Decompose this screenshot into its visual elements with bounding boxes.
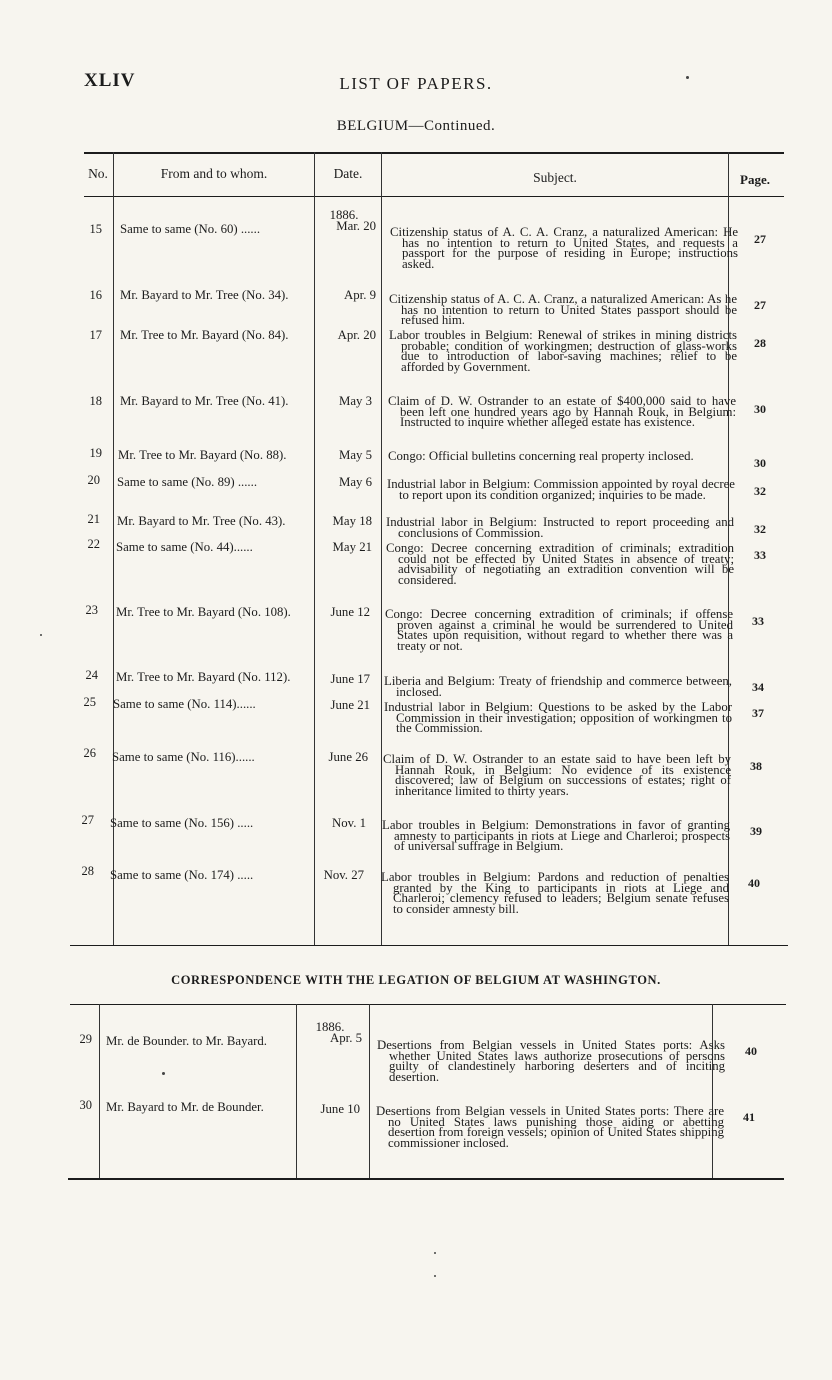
row-from: Mr. Tree to Mr. Bayard (No. 84).: [120, 328, 289, 342]
row-from: Mr. de Bounder. to Mr. Bayard.: [106, 1034, 268, 1048]
row-subject: Citizenship status of A. C. A. Cranz, a naturalized American: He has no intention to return to United States, and requests a passport for the purpose of residing in Europe; instructions asked.: [390, 225, 738, 271]
section-subtitle: BELGIUM—Continued.: [336, 118, 496, 134]
row-number: 23: [85, 603, 98, 617]
row-number: 21: [87, 512, 100, 526]
header-no: No.: [88, 166, 108, 181]
row-subject: Claim of D. W. Ostrander to an estate said to have been left by Hannah Rouk, in Belgium: No evidence of its existence discovered; law of Belgium on successions of estates; right of inheritance limited to thirty years.: [383, 752, 731, 798]
row-date-value: Apr. 5: [330, 1030, 362, 1045]
section-heading: CORRESPONDENCE WITH THE LEGATION OF BELGIUM AT WASHINGTON.: [171, 973, 661, 987]
row-date: Apr. 9: [344, 288, 376, 302]
header-from: From and to whom.: [160, 166, 268, 181]
header-page: Page.: [740, 172, 770, 187]
row-date: June 12: [330, 605, 370, 619]
row-from: Same to same (No. 44)......: [116, 540, 253, 554]
row-number: 18: [89, 394, 102, 408]
header-date: Date.: [333, 166, 363, 181]
row-number: 30: [79, 1098, 92, 1112]
row-page: 39: [750, 824, 762, 838]
row-page: 30: [754, 402, 766, 416]
row-from: Same to same (No. 174) .....: [110, 868, 254, 882]
row-subject: Congo: Official bulletins concerning real property inclosed.: [388, 449, 694, 463]
row-from: Mr. Bayard to Mr. Tree (No. 41).: [120, 394, 289, 408]
row-date: May 5: [338, 448, 372, 462]
row-number: 25: [83, 695, 96, 709]
table-top-rule: [84, 152, 784, 154]
row-page: 41: [743, 1110, 755, 1124]
row-page: 30: [754, 456, 766, 470]
row-page: 37: [752, 706, 764, 720]
row-subject: Congo: Decree concerning extradition of criminals; if offense proven against a criminal he would be surrendered to United States upon requisition, without regard to whether there was a treaty or not.: [385, 607, 733, 653]
scan-speck: [40, 634, 42, 636]
row-number: 19: [89, 446, 102, 460]
row-date: May 18: [332, 514, 372, 528]
row-date: June 26: [328, 750, 368, 764]
row-subject: Desertions from Belgian vessels in United States ports: Asks whether United States laws authorize prosecutions of persons guilty of clandestinely harboring deserters and of inciting desertion.: [377, 1038, 725, 1084]
row-number: 27: [81, 813, 94, 827]
row-date: [312, 210, 376, 231]
scan-speck: [162, 1072, 165, 1075]
scan-speck: [434, 1252, 436, 1254]
row-date: Nov. 1: [331, 816, 366, 830]
table-bottom-rule: [70, 945, 788, 946]
row-page: 34: [752, 680, 764, 694]
table2-top-rule: [70, 1004, 786, 1005]
row-from: Same to same (No. 114)......: [113, 697, 256, 711]
row-year: 1886.: [329, 208, 359, 222]
table2-divider-from: [296, 1004, 297, 1178]
row-date: Apr. 20: [337, 328, 376, 342]
row-from: Same to same (No. 156) .....: [110, 816, 254, 830]
row-number: 26: [83, 746, 96, 760]
row-page: 32: [754, 484, 766, 498]
row-page: 27: [754, 232, 766, 246]
header-subject: Subject.: [533, 170, 577, 185]
row-number: 16: [89, 288, 102, 302]
row-subject: Congo: Decree concerning extradition of criminals; extradition could not be effected by United States in absence of treaty; advisability of negotiating an extradition convention will be considered.: [386, 541, 734, 587]
row-page: 33: [754, 548, 766, 562]
row-subject: Labor troubles in Belgium: Demonstrations in favor of granting amnesty to participants in riots at Liege and Charleroi; prospects of universal suffrage in Belgium.: [382, 818, 730, 854]
row-page: 32: [754, 522, 766, 536]
row-from: Mr. Bayard to Mr. de Bounder.: [106, 1100, 264, 1114]
table-header-rule: [84, 196, 784, 197]
row-from: Mr. Tree to Mr. Bayard (No. 108).: [116, 605, 291, 619]
row-from: Same to same (No. 89) ......: [117, 475, 258, 489]
row-page: 40: [748, 876, 760, 890]
row-date: June 21: [330, 698, 370, 712]
row-date: Nov. 27: [323, 868, 364, 882]
row-page: 33: [752, 614, 764, 628]
row-subject: Industrial labor in Belgium: Commission appointed by royal decree to report upon its condition organized; inquiries to be made.: [387, 477, 735, 502]
table2-divider-subject: [712, 1004, 713, 1178]
table2-divider-no: [99, 1004, 100, 1178]
table2-divider-date: [369, 1004, 370, 1178]
row-from: Same to same (No. 116)......: [112, 750, 255, 764]
row-date: [298, 1022, 362, 1043]
row-page: 38: [750, 759, 762, 773]
row-number: 24: [85, 668, 98, 682]
scan-speck: [434, 1275, 436, 1277]
row-subject: Liberia and Belgium: Treaty of friendship and commerce between, inclosed.: [384, 674, 732, 699]
row-date: May 21: [332, 540, 372, 554]
row-subject: Desertions from Belgian vessels in United States ports: There are no United States laws punishing those aiding or abetting desertion from foreign vessels; opinion of United States shipping commissioner inclosed.: [376, 1104, 724, 1150]
row-page: 28: [754, 336, 766, 350]
row-from: Mr. Tree to Mr. Bayard (No. 112).: [116, 670, 291, 684]
row-page: 40: [745, 1044, 757, 1058]
row-from: Mr. Tree to Mr. Bayard (No. 88).: [118, 448, 287, 462]
row-number: 22: [87, 537, 100, 551]
row-number: 20: [87, 473, 100, 487]
row-from: Mr. Bayard to Mr. Tree (No. 34).: [120, 288, 289, 302]
row-from: Mr. Bayard to Mr. Tree (No. 43).: [117, 514, 286, 528]
row-subject: Labor troubles in Belgium: Renewal of strikes in mining districts probable; condition of workingmen; destruction of glass-works due to introduction of labor-saving machines; relief to be afforded by Government.: [389, 328, 737, 374]
row-subject: Industrial labor in Belgium: Questions to be asked by the Labor Commission in their investigation; opposition of workingmen to the Commission.: [384, 700, 732, 736]
row-number: 15: [89, 222, 102, 236]
row-date: June 17: [330, 672, 370, 686]
row-date: May 3: [338, 394, 372, 408]
row-subject: Claim of D. W. Ostrander to an estate of $400,000 said to have been left one hundred years ago by Hannah Rouk, in Belgium: Instructed to inquire whether alleged estate has existence.: [388, 394, 736, 430]
scan-speck: [686, 76, 689, 79]
row-number: 17: [89, 328, 102, 342]
row-number: 29: [79, 1032, 92, 1046]
row-subject: Industrial labor in Belgium: Instructed to report proceeding and conclusions of Commission.: [386, 515, 734, 540]
row-page: 27: [754, 298, 766, 312]
row-from: Same to same (No. 60) ......: [120, 222, 261, 236]
row-subject: Labor troubles in Belgium: Pardons and reduction of penalties granted by the King to participants in riots at Liege and Charleroi; clemency refused to leaders; Belgium senate refuses to consider amnesty bill.: [381, 870, 729, 916]
row-date-value: Mar. 20: [336, 218, 376, 233]
row-date: May 6: [338, 475, 372, 489]
row-date: June 10: [320, 1102, 360, 1116]
table2-bottom-rule: [68, 1178, 784, 1180]
row-number: 28: [81, 864, 94, 878]
row-subject: Citizenship status of A. C. A. Cranz, a naturalized American: As he has no intention to return to United States passport should be refused him.: [389, 292, 737, 328]
page-title: LIST OF PAPERS.: [339, 74, 493, 93]
page-number: XLIV: [84, 70, 136, 91]
row-year: 1886.: [315, 1020, 345, 1034]
